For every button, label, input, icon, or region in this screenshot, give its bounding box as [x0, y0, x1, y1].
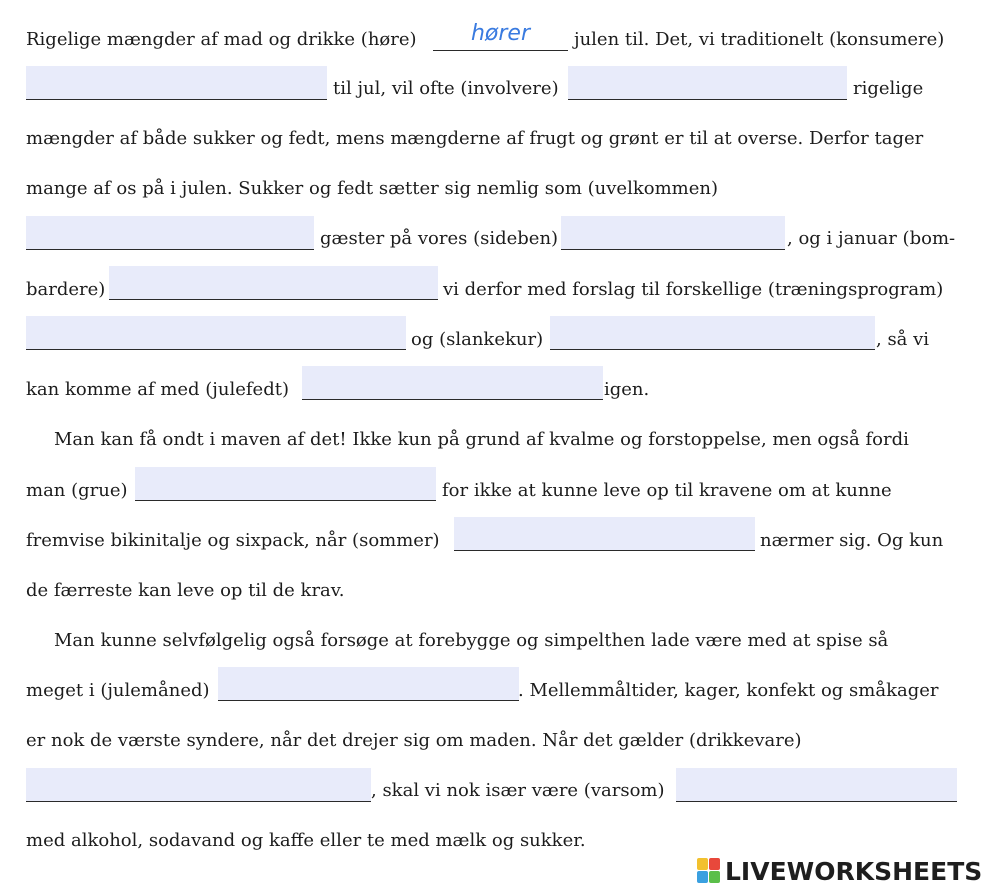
liveworksheets-logo: [697, 855, 982, 887]
text-line: meget i (julemåned): [26, 680, 210, 701]
text-line: igen.: [604, 379, 650, 400]
answer-input[interactable]: [568, 66, 847, 100]
text-line: Rigelige mængder af mad og drikke (høre): [26, 29, 417, 50]
text-line: . Mellemmåltider, kager, konfekt og småkager: [518, 680, 939, 701]
answer-input[interactable]: [135, 467, 436, 501]
answer-input[interactable]: [26, 316, 406, 350]
text-line: mange af os på i julen. Sukker og fedt sætter sig nemlig som (uvelkommen): [26, 178, 718, 199]
text-line: fremvise bikinitalje og sixpack, når (sommer): [26, 530, 440, 551]
text-line: bardere): [26, 279, 106, 300]
text-line: , skal vi nok især være (varsom): [371, 780, 665, 801]
text-line: til jul, vil ofte (involvere): [333, 78, 559, 99]
answer-input[interactable]: [676, 768, 957, 802]
text-line: rigelige: [853, 78, 924, 99]
answer-input[interactable]: [454, 517, 755, 551]
text-line: , så vi: [876, 329, 930, 350]
logo-text: LIVEWORKSHEETS: [725, 856, 983, 886]
text-line: nærmer sig. Og kun: [760, 530, 944, 551]
text-line: Man kunne selvfølgelig også forsøge at forebygge og simpelthen lade være med at spise så: [54, 630, 889, 651]
answer-input[interactable]: [218, 667, 519, 701]
answer-input[interactable]: [302, 366, 603, 400]
text-line: julen til. Det, vi traditionelt (konsumere): [574, 29, 945, 50]
text-line: mængder af både sukker og fedt, mens mængderne af frugt og grønt er til at overse. Derfor tager: [26, 128, 924, 149]
logo-mark-icon: [697, 858, 721, 884]
text-line: , og i januar (bom-: [787, 228, 956, 249]
answer-input[interactable]: [26, 66, 327, 100]
answer-input[interactable]: [26, 768, 371, 802]
answer-input[interactable]: [550, 316, 875, 350]
text-line: kan komme af med (julefedt): [26, 379, 289, 400]
text-line: man (grue): [26, 480, 128, 501]
answer-input[interactable]: [561, 216, 785, 250]
text-line: og (slankekur): [411, 329, 544, 350]
text-line: vi derfor med forslag til forskellige (træningsprogram): [443, 279, 944, 300]
answer-input[interactable]: [26, 216, 314, 250]
answer-input[interactable]: [109, 266, 438, 300]
text-line: de færreste kan leve op til de krav.: [26, 580, 345, 601]
text-line: er nok de værste syndere, når det drejer sig om maden. Når det gælder (drikkevare): [26, 730, 802, 751]
answer-input[interactable]: [433, 17, 568, 51]
text-line: med alkohol, sodavand og kaffe eller te med mælk og sukker.: [26, 830, 586, 851]
text-line: gæster på vores (sideben): [320, 228, 559, 249]
text-line: Man kan få ondt i maven af det! Ikke kun på grund af kvalme og forstoppelse, men også fordi: [54, 429, 909, 450]
text-line: for ikke at kunne leve op til kravene om at kunne: [442, 480, 892, 501]
